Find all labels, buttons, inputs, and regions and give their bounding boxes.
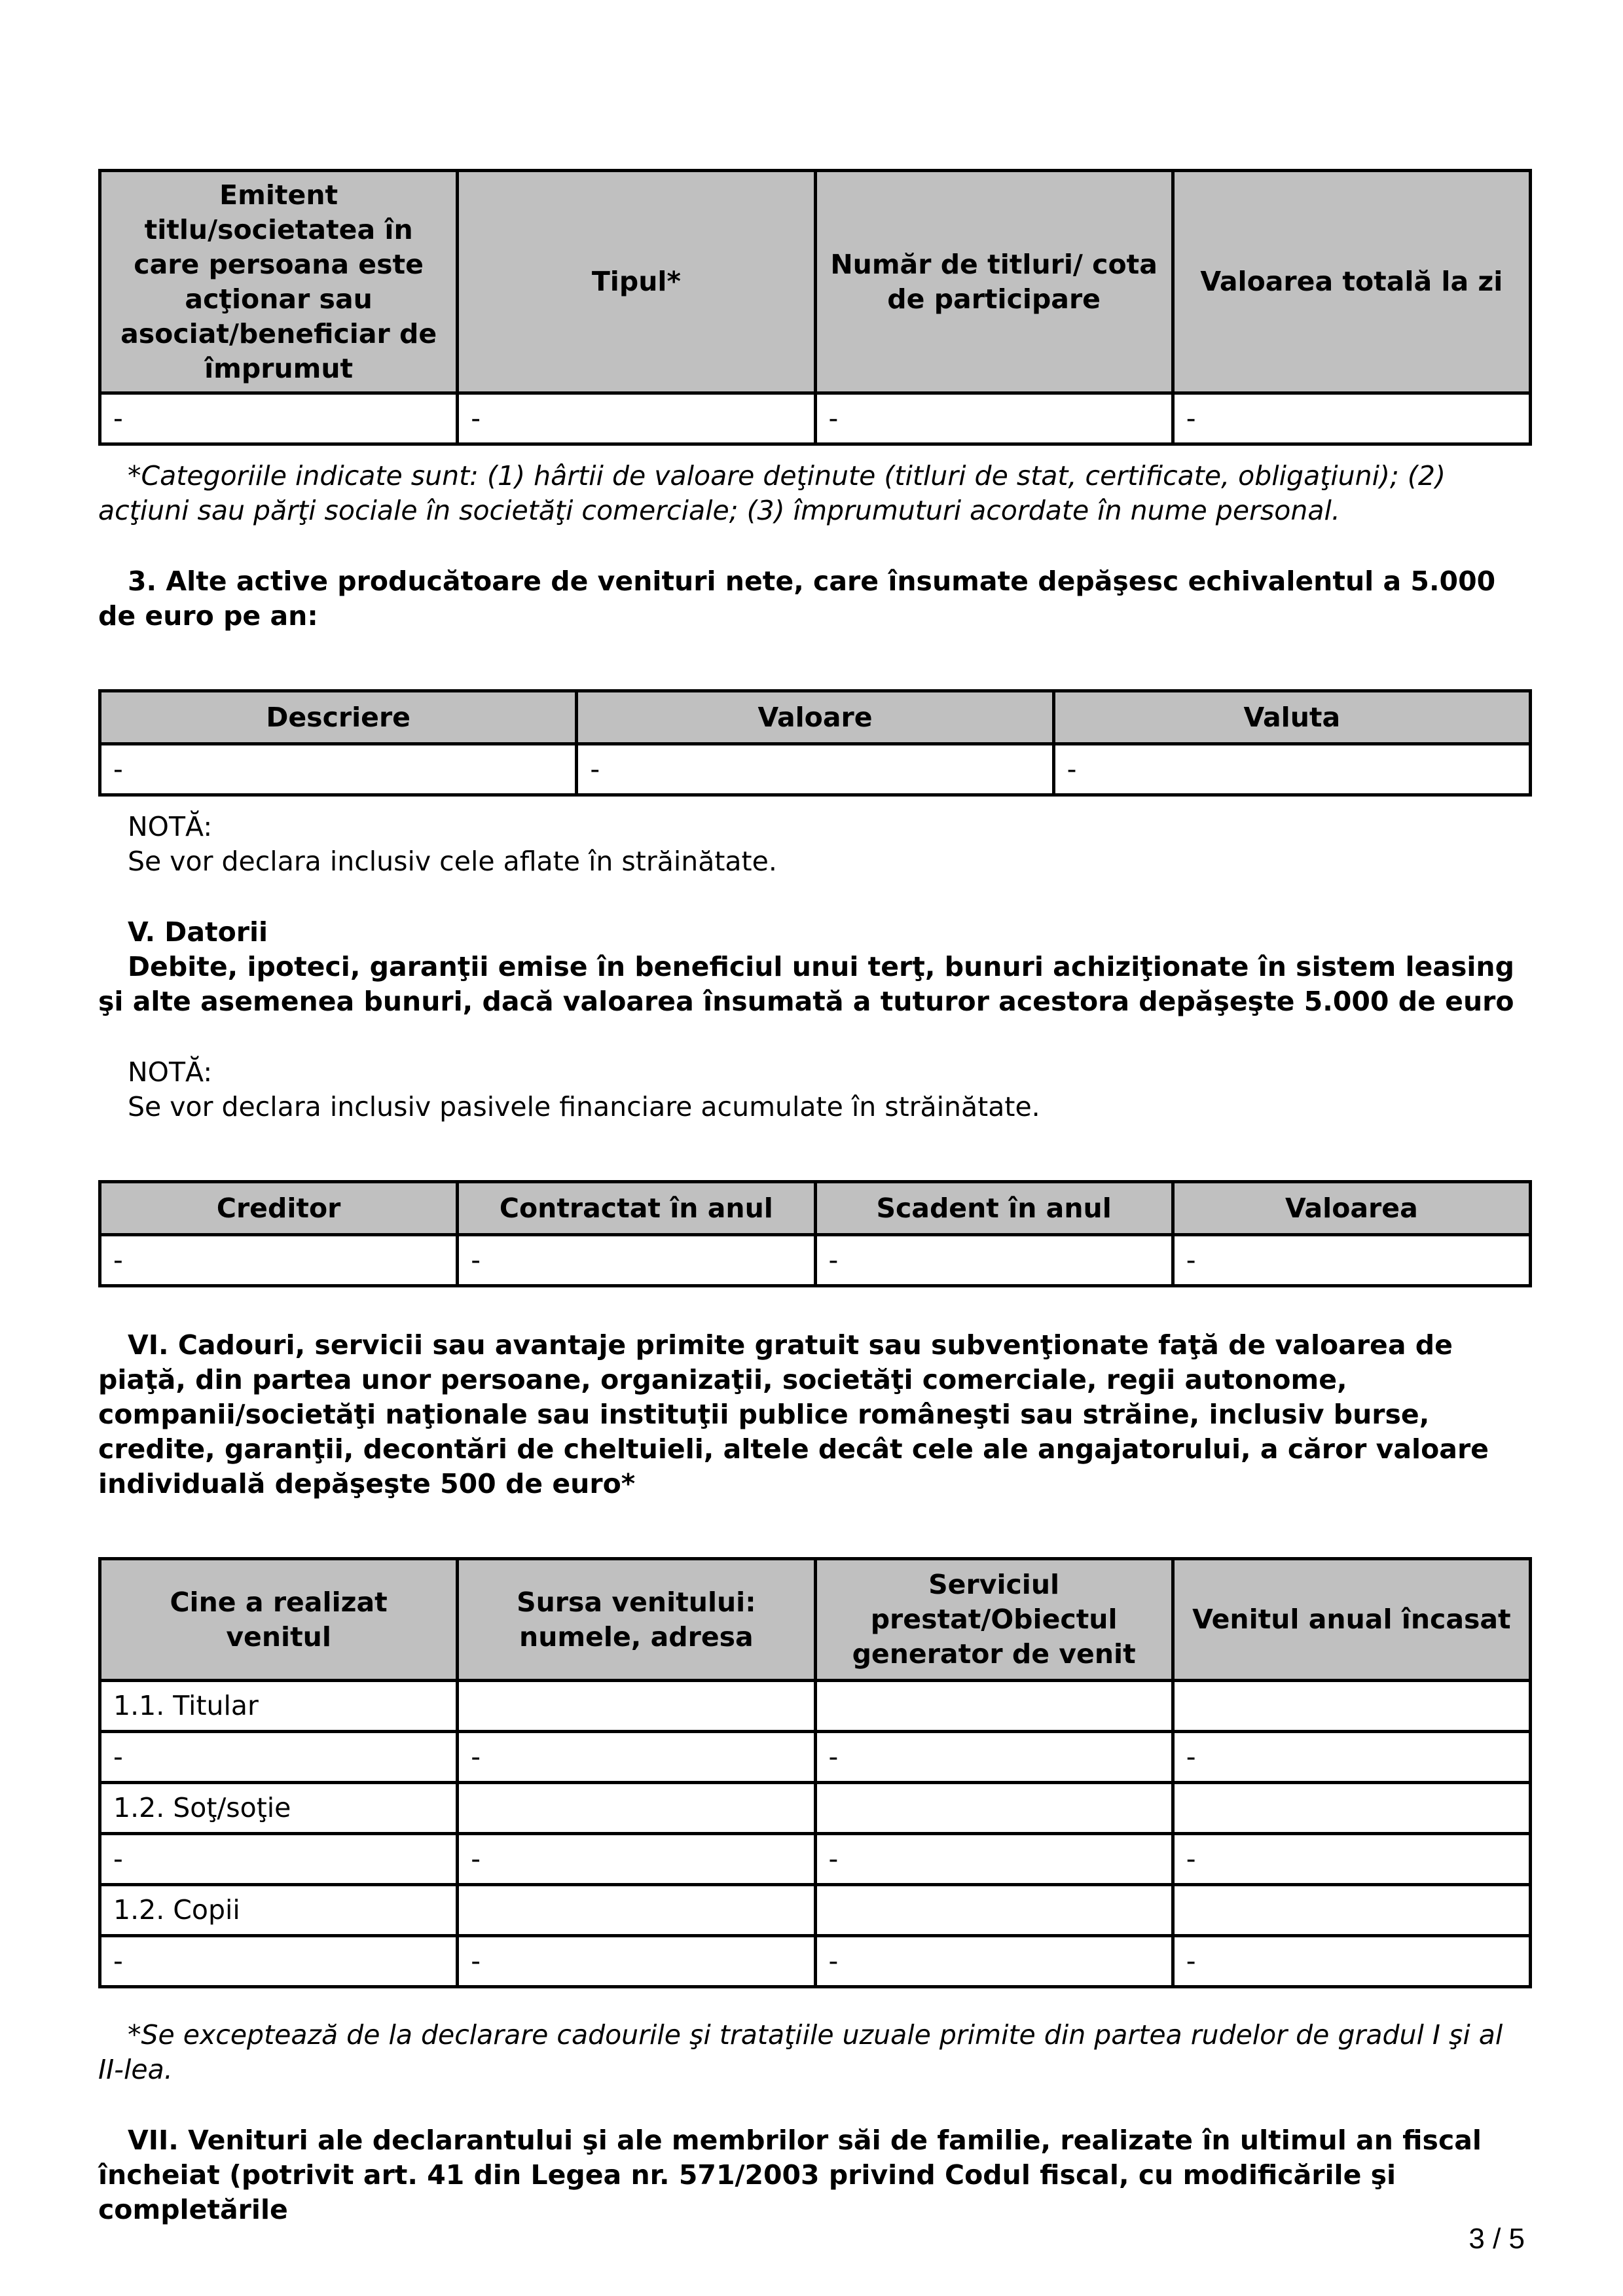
section-vii-title: VII. Venituri ale declarantului şi ale membrilor săi de familie, realizate în ultimul an fiscal încheiat (potrivit art. 41 din Legea nr. 571/2003 privind Codul fiscal, cu modificările şi completările — [98, 2125, 1482, 2225]
note-cadouri: *Se exceptează de la declarare cadourile şi trataţiile uzuale primite din partea rudelor de gradul I şi al II-lea. — [98, 2019, 1503, 2085]
section-v-text: Debite, ipoteci, garanţii emise în beneficiul unui terţ, bunuri achiziţionate în sistem leasing şi alte asemenea bunuri, dacă valoarea însumată a tuturor acestora depăşeşte 5.000 de euro — [98, 951, 1514, 1017]
document-page — [98, 169, 1532, 2227]
table-header: Sursa venitului: numele, adresa — [458, 1559, 815, 1681]
table-cell: - — [577, 744, 1053, 795]
nota-text: Se vor declara inclusiv cele aflate în străinătate. — [128, 846, 777, 877]
table-active — [98, 689, 1532, 797]
nota-label: NOTĂ: — [128, 811, 213, 842]
table-header: Număr de titluri/ cota de participare — [815, 171, 1173, 393]
table-header: Venitul anual încasat — [1173, 1559, 1530, 1681]
table-cell — [815, 1885, 1173, 1936]
table-cell: - — [1173, 1936, 1530, 1987]
table-row — [100, 1235, 1531, 1286]
table-header: Serviciul prestat/Obiectul generator de venit — [815, 1559, 1173, 1681]
table-cell: - — [100, 1235, 458, 1286]
table-cell: - — [100, 1732, 458, 1783]
table-row — [100, 1732, 1531, 1783]
table-emitent — [98, 169, 1532, 446]
table-cell: - — [815, 1235, 1173, 1286]
table-cell: - — [815, 1732, 1173, 1783]
table-cell: - — [1173, 1834, 1530, 1885]
table-cell — [815, 1681, 1173, 1732]
table-cell — [815, 1783, 1173, 1834]
table-cell: - — [458, 1834, 815, 1885]
nota-text: Se vor declara inclusiv pasivele financiare acumulate în străinătate. — [128, 1091, 1040, 1122]
table-cell — [458, 1681, 815, 1732]
page-number: 3 / 5 — [1468, 2223, 1525, 2255]
table-cell — [1173, 1885, 1530, 1936]
table-header: Scadent în anul — [815, 1182, 1173, 1235]
table-header: Cine a realizat venitul — [100, 1559, 458, 1681]
table-header: Tipul* — [458, 171, 815, 393]
table-cell: - — [100, 1936, 458, 1987]
table-cell: 1.1. Titular — [100, 1681, 458, 1732]
table-row — [100, 1936, 1531, 1987]
table-cell: - — [458, 1732, 815, 1783]
table-cell — [458, 1885, 815, 1936]
table-cell: - — [100, 1834, 458, 1885]
table-cell — [1173, 1783, 1530, 1834]
section-v-title: V. Datorii — [128, 916, 268, 948]
table-cadouri — [98, 1557, 1532, 1988]
table-header: Valoarea — [1173, 1182, 1530, 1235]
table-cell: 1.2. Soţ/soţie — [100, 1783, 458, 1834]
table-cell: - — [1173, 393, 1530, 444]
table-row — [100, 1885, 1531, 1936]
table-header: Valuta — [1053, 691, 1530, 744]
section-vi-title: VI. Cadouri, servicii sau avantaje primite gratuit sau subvenţionate faţă de valoarea de piaţă, din partea unor persoane, organizaţii, societăţi comerciale, regii autonome, companii/societăţi naţionale sau instituţii publice româneşti sau străine, inclusiv burse, credite, garanţii, decontări de cheltuieli, altele decât cele ale angajatorului, a căror valoare individuală depăşeşte 500 de euro* — [98, 1329, 1489, 1499]
table-header: Valoarea totală la zi — [1173, 171, 1530, 393]
table-cell: - — [815, 1936, 1173, 1987]
table-cell: - — [458, 393, 815, 444]
nota-label: NOTĂ: — [128, 1056, 213, 1088]
table-row — [100, 393, 1531, 444]
table-row — [100, 744, 1531, 795]
section-3-title: 3. Alte active producătoare de venituri nete, care însumate depăşesc echivalentul a 5.000 de euro pe an: — [98, 565, 1496, 632]
table-header: Contractat în anul — [458, 1182, 815, 1235]
table-cell — [458, 1783, 815, 1834]
table-cell: - — [815, 393, 1173, 444]
table-row — [100, 1783, 1531, 1834]
table-row — [100, 1834, 1531, 1885]
table-cell: - — [100, 744, 577, 795]
table-cell: - — [1053, 744, 1530, 795]
table-cell: - — [458, 1235, 815, 1286]
table-header: Descriere — [100, 691, 577, 744]
table-cell: - — [458, 1936, 815, 1987]
table-cell — [1173, 1681, 1530, 1732]
table-cell: - — [100, 393, 458, 444]
table-header: Valoare — [577, 691, 1053, 744]
table-cell: 1.2. Copii — [100, 1885, 458, 1936]
table-header: Emitent titlu/societatea în care persoana este acţionar sau asociat/beneficiar de împrumut — [100, 171, 458, 393]
table-row — [100, 1681, 1531, 1732]
table-header: Creditor — [100, 1182, 458, 1235]
table-cell: - — [1173, 1732, 1530, 1783]
table-datorii — [98, 1180, 1532, 1287]
table-cell: - — [1173, 1235, 1530, 1286]
table-cell: - — [815, 1834, 1173, 1885]
note-categorii: *Categoriile indicate sunt: (1) hârtii de valoare deţinute (titluri de stat, certificate, obligaţiuni); (2) acţiuni sau părţi sociale în societăţi comerciale; (3) împrumuturi acordate în nume personal. — [98, 460, 1446, 526]
